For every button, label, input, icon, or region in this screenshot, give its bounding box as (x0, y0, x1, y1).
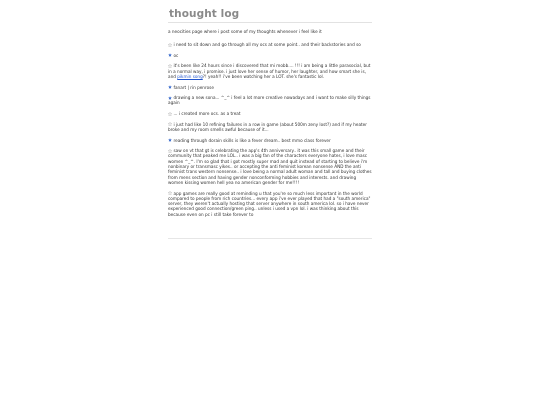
star-outline-icon (168, 122, 172, 126)
star-filled-icon (168, 96, 172, 100)
post-text: saw on vt that gt is celebrating the app's 4th anniversary.. it was this small game and their community that peaked me LOL.. i was a big fan of the characters everyone hates, i love masc women ^_^. I'm so glad that i got mostly super mad and quit instead of starting to believe i'm nonbinary or transmasc yikes.. or accepting the anti feminist korean nonsense AND the anti feminist trans western nonsense.. i love being a normal adult woman and tall and buying clothes from mens section and having gender nonconforming hobbies and interests. and drawing women kissing women hell yea no american gender for me!!!! (168, 148, 372, 185)
star-outline-icon (168, 43, 172, 47)
pikmin-song-link[interactable]: pikmin song (177, 73, 203, 79)
post-item (168, 95, 372, 106)
post-item (168, 148, 372, 185)
star-filled-icon (168, 138, 172, 142)
star-outline-icon (168, 149, 172, 153)
post-text: it's been like 24 hours since i discovered that mi mobb.... !!! i am being a little parasocial, but in a normal way, i promise. i just love her sense of humor, her laughter, and how smart she is, and (168, 63, 371, 79)
post-text: drawing a new sona... ^_^ i feel a lot more creative nowadays and i want to make silly things again (168, 95, 371, 106)
post-item (168, 85, 372, 90)
page-title: thought log (168, 6, 372, 23)
post-text: reading through dorain skills is like a fever dream.. best mmo class forever (173, 137, 331, 143)
post-item (168, 138, 372, 143)
page-container (168, 6, 372, 239)
post-item (168, 191, 372, 217)
post-item (168, 111, 372, 116)
post-text: ?! yeah!! i've been watching her a LOT. she's fantastic lol. (202, 73, 325, 79)
post-list[interactable] (168, 42, 372, 239)
post-text: oc (173, 52, 179, 58)
post-item (168, 122, 372, 133)
star-outline-icon (168, 191, 172, 195)
post-text: app games are really good at reminding u that you're so much less important in the world compared to people from rich countries... every app i've ever played that had a "south america" server, they weren't actually hosting that server anywhere in south america lol. so i have never experienced good connection/green ping.. unless i used a vpn lol. i was thinking about this because even on pc i still take forever to (168, 190, 371, 217)
post-item (168, 63, 372, 79)
post-item (168, 42, 372, 47)
post-text: i need to sit down and go through all my ocs at some point.. and their backstories and so (173, 42, 361, 48)
post-text: fanart | rin penrose (173, 84, 214, 90)
star-filled-icon (168, 53, 172, 57)
post-text: i just had like 10 refining failures in a row in game (about 500m zeny lost?) and if my heater broke and my room smells awful because of it... (168, 121, 367, 132)
post-item (168, 53, 372, 58)
star-outline-icon (168, 112, 172, 116)
post-text: ... i created more ocs. as a treat (173, 111, 241, 117)
star-filled-icon (168, 85, 172, 89)
star-outline-icon (168, 64, 172, 68)
page-subtitle: a neocities page where i post some of my thoughts whenever i feel like it (168, 29, 322, 34)
